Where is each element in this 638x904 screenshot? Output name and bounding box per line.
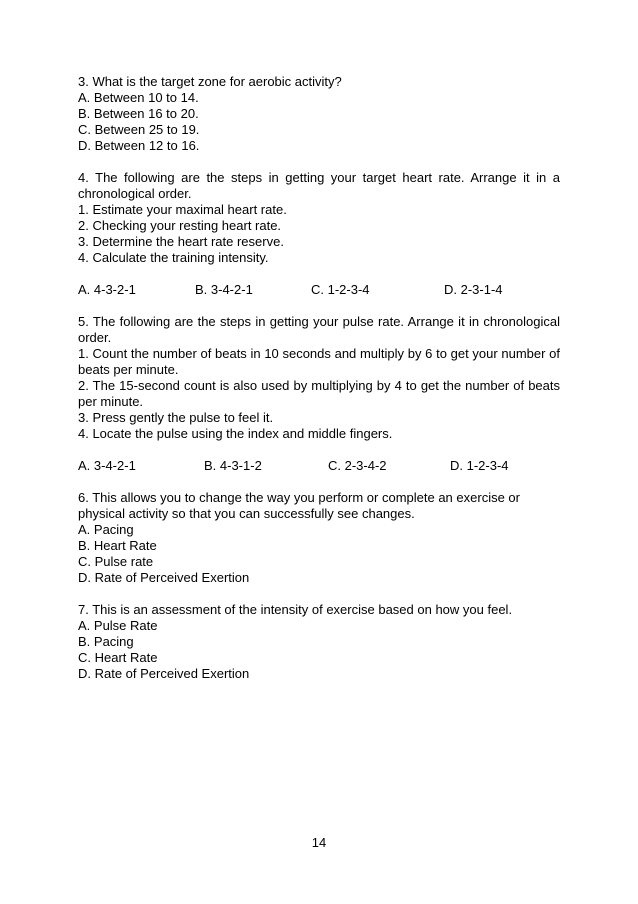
question-7-option-d: D. Rate of Perceived Exertion [78, 666, 250, 681]
question-5-step-1: 1. Count the number of beats in 10 seconds and multiply by 6 to get your number of beats per minute. [78, 346, 560, 377]
question-5-choices [78, 458, 560, 474]
question-4-choice-b: B. 3-4-2-1 [195, 282, 253, 297]
question-4-choice-c: C. 1-2-3-4 [311, 282, 370, 297]
question-7-option-a: A. Pulse Rate [78, 618, 158, 633]
question-7-text: 7. This is an assessment of the intensity of exercise based on how you feel. [78, 602, 513, 617]
question-7 [78, 602, 560, 682]
question-5-choice-b: B. 4-3-1-2 [204, 458, 262, 473]
question-6-text-line-1: 6. This allows you to change the way you perform or complete an exercise or [78, 490, 520, 505]
question-6 [78, 490, 560, 586]
question-7-option-c: C. Heart Rate [78, 650, 158, 665]
page-content [78, 74, 560, 682]
question-4-step-4: 4. Calculate the training intensity. [78, 250, 269, 265]
question-5-step-4: 4. Locate the pulse using the index and middle fingers. [78, 426, 393, 441]
question-5 [78, 314, 560, 474]
question-4-choice-d: D. 2-3-1-4 [444, 282, 503, 297]
question-4-step-3: 3. Determine the heart rate reserve. [78, 234, 284, 249]
question-5-choice-c: C. 2-3-4-2 [328, 458, 387, 473]
question-4-step-2: 2. Checking your resting heart rate. [78, 218, 282, 233]
question-5-choice-d: D. 1-2-3-4 [450, 458, 509, 473]
question-6-option-b: B. Heart Rate [78, 538, 157, 553]
question-7-option-b: B. Pacing [78, 634, 134, 649]
question-5-choice-a: A. 3-4-2-1 [78, 458, 136, 473]
page-number: 14 [311, 835, 327, 850]
question-4-step-1: 1. Estimate your maximal heart rate. [78, 202, 287, 217]
question-3-option-b: B. Between 16 to 20. [78, 106, 199, 121]
question-5-step-2: 2. The 15-second count is also used by multiplying by 4 to get the number of beats per minute. [78, 378, 560, 409]
question-3-option-a: A. Between 10 to 14. [78, 90, 199, 105]
question-6-option-d: D. Rate of Perceived Exertion [78, 570, 250, 585]
question-6-text-line-2: physical activity so that you can successfully see changes. [78, 506, 415, 521]
question-3-option-c: C. Between 25 to 19. [78, 122, 200, 137]
question-4-choice-a: A. 4-3-2-1 [78, 282, 136, 297]
question-3-option-d: D. Between 12 to 16. [78, 138, 200, 153]
question-3-text: 3. What is the target zone for aerobic activity? [78, 74, 342, 89]
question-5-step-3: 3. Press gently the pulse to feel it. [78, 410, 274, 425]
question-6-option-c: C. Pulse rate [78, 554, 154, 569]
question-4 [78, 170, 560, 298]
question-3 [78, 74, 560, 154]
question-4-choices [78, 282, 560, 298]
question-6-option-a: A. Pacing [78, 522, 134, 537]
question-5-text: 5. The following are the steps in getting your pulse rate. Arrange it in chronological order. [78, 314, 560, 345]
question-4-text: 4. The following are the steps in getting your target heart rate. Arrange it in a chronological order. [78, 170, 560, 201]
